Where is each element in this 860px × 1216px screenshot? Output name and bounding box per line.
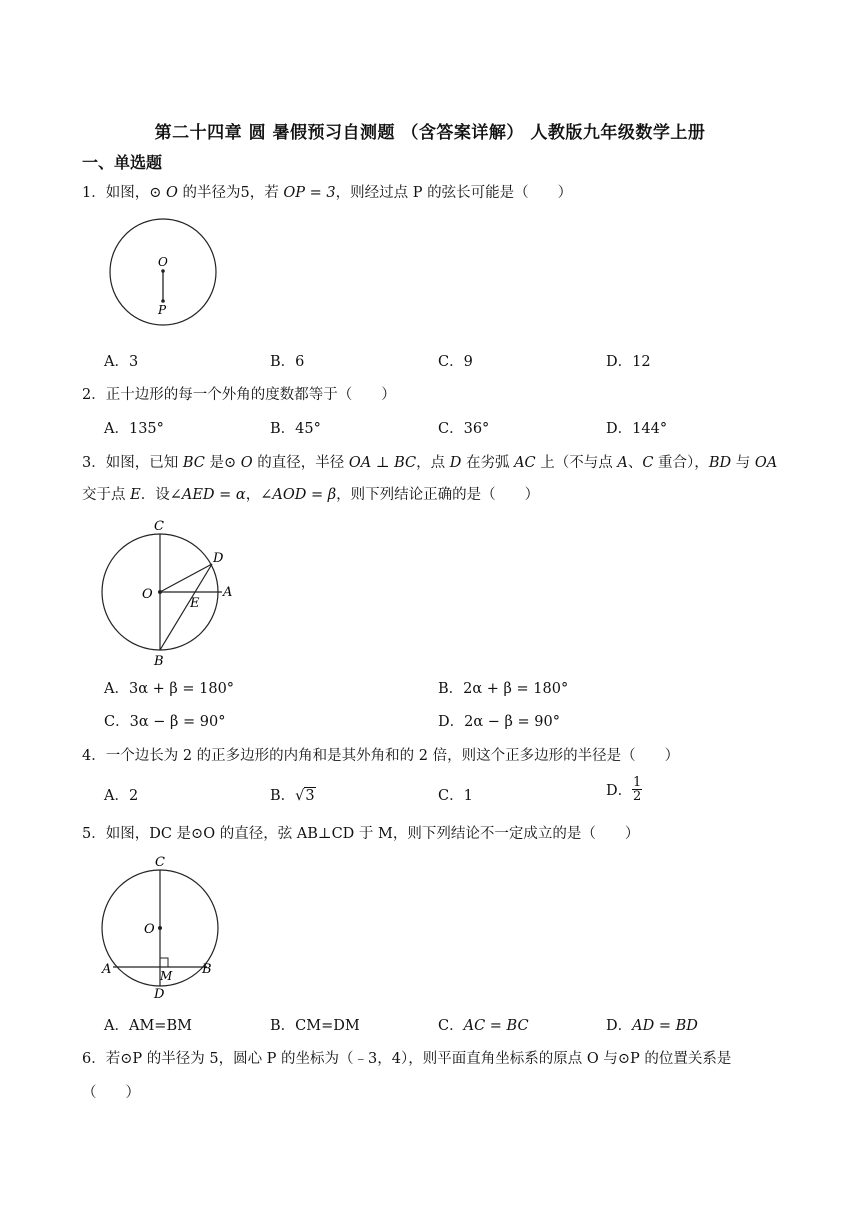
question-1-figure — [106, 216, 220, 330]
q5-option-a[interactable]: A．AM=BM — [104, 1018, 192, 1034]
label-a: A — [223, 585, 233, 600]
label-o: O — [144, 922, 155, 937]
section-heading: 一、单选题 — [82, 153, 163, 172]
label-c: C — [154, 519, 164, 534]
q3-option-b[interactable]: B．2α + β = 180° — [438, 681, 569, 697]
label-o: O — [142, 587, 153, 602]
q1-option-a[interactable]: A．3 — [104, 354, 139, 370]
label-c: C — [155, 855, 165, 870]
question-3-stem-line2: 交于点 E．设∠AED = α，∠AOD = β，则下列结论正确的是（ ） — [82, 487, 540, 503]
label-d: D — [213, 551, 224, 566]
question-5-stem: 5．如图，DC 是⊙O 的直径，弦 AB⊥CD 于 M，则下列结论不一定成立的是（ ） — [82, 826, 640, 842]
question-6-stem-line1: 6．若⊙P 的半径为 5，圆心 P 的坐标为（﹣3，4），则平面直角坐标系的原点 O 与⊙P 的位置关系是 — [82, 1051, 732, 1067]
q5-option-c[interactable]: C．AC = BC — [438, 1018, 529, 1034]
sqrt-symbol: √3 — [295, 788, 315, 804]
q4-option-b[interactable]: B．√3 — [270, 788, 315, 804]
question-2-stem: 2．正十边形的每一个外角的度数都等于（ ） — [82, 387, 396, 403]
label-b: B — [154, 654, 164, 669]
segment-bd — [160, 564, 212, 650]
q5-option-b[interactable]: B．CM=DM — [270, 1018, 360, 1034]
q1-option-b[interactable]: B．6 — [270, 354, 305, 370]
q5-option-d[interactable]: D．AD = BD — [606, 1018, 698, 1034]
question-1-stem: 1．如图，⊙ O 的半径为5，若 OP = 3，则经过点 P 的弦长可能是（ ） — [82, 185, 573, 201]
q3-option-a[interactable]: A．3α + β = 180° — [104, 681, 235, 697]
q1-option-d[interactable]: D．12 — [606, 354, 651, 370]
q2-option-a[interactable]: A．135° — [104, 421, 164, 437]
label-e: E — [190, 596, 200, 611]
q3-option-d[interactable]: D．2α − β = 90° — [438, 714, 560, 730]
q2-option-c[interactable]: C．36° — [438, 421, 490, 437]
question-4-stem: 4．一个边长为 2 的正多边形的内角和是其外角和的 2 倍，则这个正多边形的半径是（ ） — [82, 748, 680, 764]
q2-option-d[interactable]: D．144° — [606, 421, 668, 437]
q2-option-b[interactable]: B．45° — [270, 421, 321, 437]
q4-option-a[interactable]: A．2 — [104, 788, 139, 804]
label-o: O — [158, 255, 168, 269]
center-point — [158, 590, 162, 594]
q4-option-d[interactable]: D． $\frac{1}{2}$ — [606, 775, 642, 804]
label-b: B — [202, 962, 212, 977]
q3-option-c[interactable]: C．3α − β = 90° — [104, 714, 226, 730]
fraction: $\frac{1}{2}$ — [633, 775, 642, 804]
question-3-figure — [98, 512, 240, 670]
center-point — [161, 269, 165, 273]
q1-option-c[interactable]: C．9 — [438, 354, 473, 370]
center-point — [158, 926, 162, 930]
document-title: 第二十四章 圆 暑假预习自测题 （含答案详解） 人教版九年级数学上册 — [154, 123, 706, 143]
question-5-figure — [96, 852, 222, 1002]
question-3-stem-line1: 3．如图，已知 BC 是⊙ O 的直径，半径 OA ⊥ BC，点 D 在劣弧 AC 上（不与点 A、C 重合），BD 与 OA — [82, 455, 778, 471]
q4-option-c[interactable]: C．1 — [438, 788, 473, 804]
label-p: P — [158, 303, 167, 317]
label-a: A — [102, 962, 112, 977]
label-m: M — [160, 969, 173, 983]
question-6-stem-line2: （ ） — [82, 1085, 140, 1101]
right-angle-mark — [160, 958, 168, 967]
label-d: D — [154, 987, 165, 1002]
